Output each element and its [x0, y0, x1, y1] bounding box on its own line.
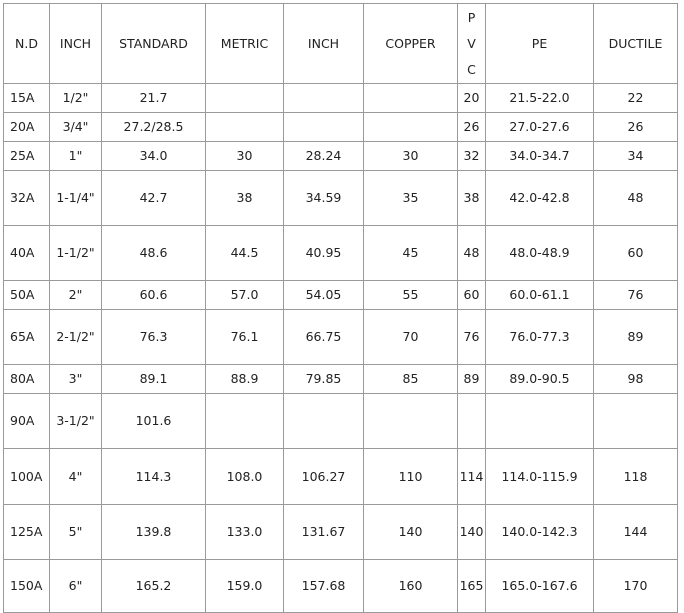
table-row — [4, 113, 678, 142]
cell-nd: 65A — [4, 310, 50, 365]
cell-copper: 45 — [364, 226, 458, 281]
cell-inch: 1-1/2" — [50, 226, 102, 281]
cell-inch-2: 66.75 — [284, 310, 364, 365]
cell-inch-2: 40.95 — [284, 226, 364, 281]
cell-nd: 40A — [4, 226, 50, 281]
cell-ductile: 76 — [594, 281, 678, 310]
cell-pvc: 89 — [458, 365, 486, 394]
cell-inch: 1/2" — [50, 84, 102, 113]
cell-inch: 1" — [50, 142, 102, 171]
cell-nd: 125A — [4, 505, 50, 560]
cell-pe: 60.0-61.1 — [486, 281, 594, 310]
header-pvc-c: C — [467, 61, 476, 77]
cell-metric — [206, 394, 284, 449]
cell-inch: 4" — [50, 449, 102, 505]
cell-pvc: 38 — [458, 171, 486, 226]
cell-standard: 89.1 — [102, 365, 206, 394]
pipe-size-table — [3, 3, 678, 613]
cell-ductile — [594, 394, 678, 449]
cell-ductile: 98 — [594, 365, 678, 394]
cell-standard: 114.3 — [102, 449, 206, 505]
cell-pe: 48.0-48.9 — [486, 226, 594, 281]
cell-metric: 159.0 — [206, 560, 284, 613]
cell-inch: 5" — [50, 505, 102, 560]
cell-ductile: 22 — [594, 84, 678, 113]
cell-pvc: 140 — [458, 505, 486, 560]
table-row — [4, 84, 678, 113]
header-nd: N.D — [4, 4, 50, 84]
table-row — [4, 226, 678, 281]
header-standard: STANDARD — [102, 4, 206, 84]
cell-nd: 90A — [4, 394, 50, 449]
cell-nd: 25A — [4, 142, 50, 171]
header-pvc — [458, 4, 486, 84]
cell-nd: 32A — [4, 171, 50, 226]
cell-nd: 80A — [4, 365, 50, 394]
cell-copper: 160 — [364, 560, 458, 613]
cell-ductile: 48 — [594, 171, 678, 226]
cell-copper — [364, 113, 458, 142]
cell-ductile: 170 — [594, 560, 678, 613]
cell-pe: 89.0-90.5 — [486, 365, 594, 394]
cell-metric: 30 — [206, 142, 284, 171]
cell-copper: 35 — [364, 171, 458, 226]
cell-pe: 27.0-27.6 — [486, 113, 594, 142]
cell-pvc: 26 — [458, 113, 486, 142]
cell-metric — [206, 113, 284, 142]
cell-inch-2 — [284, 84, 364, 113]
cell-pe: 114.0-115.9 — [486, 449, 594, 505]
cell-inch-2: 54.05 — [284, 281, 364, 310]
cell-pvc: 32 — [458, 142, 486, 171]
table-row — [4, 171, 678, 226]
header-row — [4, 4, 678, 84]
cell-standard: 21.7 — [102, 84, 206, 113]
cell-inch: 3" — [50, 365, 102, 394]
cell-standard: 42.7 — [102, 171, 206, 226]
cell-standard: 60.6 — [102, 281, 206, 310]
cell-inch-2: 34.59 — [284, 171, 364, 226]
cell-inch-2: 28.24 — [284, 142, 364, 171]
cell-inch: 3/4" — [50, 113, 102, 142]
cell-copper — [364, 394, 458, 449]
cell-metric: 76.1 — [206, 310, 284, 365]
cell-standard: 76.3 — [102, 310, 206, 365]
cell-pvc: 165 — [458, 560, 486, 613]
cell-inch: 2-1/2" — [50, 310, 102, 365]
cell-nd: 150A — [4, 560, 50, 613]
cell-pe: 140.0-142.3 — [486, 505, 594, 560]
cell-standard: 101.6 — [102, 394, 206, 449]
table-body — [4, 4, 678, 613]
cell-pvc: 60 — [458, 281, 486, 310]
cell-inch: 1-1/4" — [50, 171, 102, 226]
table-row — [4, 281, 678, 310]
table-row — [4, 142, 678, 171]
cell-pe — [486, 394, 594, 449]
cell-metric: 88.9 — [206, 365, 284, 394]
cell-pvc: 76 — [458, 310, 486, 365]
cell-standard: 27.2/28.5 — [102, 113, 206, 142]
cell-nd: 100A — [4, 449, 50, 505]
header-inch: INCH — [50, 4, 102, 84]
cell-inch: 2" — [50, 281, 102, 310]
cell-standard: 139.8 — [102, 505, 206, 560]
cell-metric: 108.0 — [206, 449, 284, 505]
cell-standard: 48.6 — [102, 226, 206, 281]
cell-pe: 34.0-34.7 — [486, 142, 594, 171]
header-pvc-v: V — [467, 35, 476, 51]
cell-copper: 30 — [364, 142, 458, 171]
header-inch-2: INCH — [284, 4, 364, 84]
cell-pvc: 20 — [458, 84, 486, 113]
cell-pvc — [458, 394, 486, 449]
cell-pvc: 114 — [458, 449, 486, 505]
header-pe: PE — [486, 4, 594, 84]
cell-metric — [206, 84, 284, 113]
cell-copper: 110 — [364, 449, 458, 505]
cell-copper: 55 — [364, 281, 458, 310]
cell-standard: 34.0 — [102, 142, 206, 171]
cell-copper: 70 — [364, 310, 458, 365]
table-row — [4, 449, 678, 505]
cell-inch-2: 157.68 — [284, 560, 364, 613]
cell-inch-2: 131.67 — [284, 505, 364, 560]
cell-nd: 20A — [4, 113, 50, 142]
cell-ductile: 60 — [594, 226, 678, 281]
cell-ductile: 89 — [594, 310, 678, 365]
cell-inch-2: 106.27 — [284, 449, 364, 505]
cell-copper: 85 — [364, 365, 458, 394]
cell-pe: 165.0-167.6 — [486, 560, 594, 613]
cell-standard: 165.2 — [102, 560, 206, 613]
header-pvc-p: P — [467, 9, 476, 25]
cell-copper — [364, 84, 458, 113]
cell-pe: 42.0-42.8 — [486, 171, 594, 226]
header-ductile: DUCTILE — [594, 4, 678, 84]
cell-inch-2: 79.85 — [284, 365, 364, 394]
cell-inch: 6" — [50, 560, 102, 613]
cell-pe: 76.0-77.3 — [486, 310, 594, 365]
cell-inch-2 — [284, 113, 364, 142]
table-row — [4, 505, 678, 560]
cell-ductile: 26 — [594, 113, 678, 142]
table-row — [4, 310, 678, 365]
cell-pvc: 48 — [458, 226, 486, 281]
cell-ductile: 144 — [594, 505, 678, 560]
cell-ductile: 118 — [594, 449, 678, 505]
cell-metric: 133.0 — [206, 505, 284, 560]
cell-metric: 38 — [206, 171, 284, 226]
cell-inch: 3-1/2" — [50, 394, 102, 449]
header-metric: METRIC — [206, 4, 284, 84]
cell-inch-2 — [284, 394, 364, 449]
table-row — [4, 365, 678, 394]
cell-pe: 21.5-22.0 — [486, 84, 594, 113]
cell-nd: 15A — [4, 84, 50, 113]
cell-copper: 140 — [364, 505, 458, 560]
cell-ductile: 34 — [594, 142, 678, 171]
cell-metric: 44.5 — [206, 226, 284, 281]
table-row — [4, 560, 678, 613]
cell-metric: 57.0 — [206, 281, 284, 310]
table-row — [4, 394, 678, 449]
cell-nd: 50A — [4, 281, 50, 310]
header-copper: COPPER — [364, 4, 458, 84]
